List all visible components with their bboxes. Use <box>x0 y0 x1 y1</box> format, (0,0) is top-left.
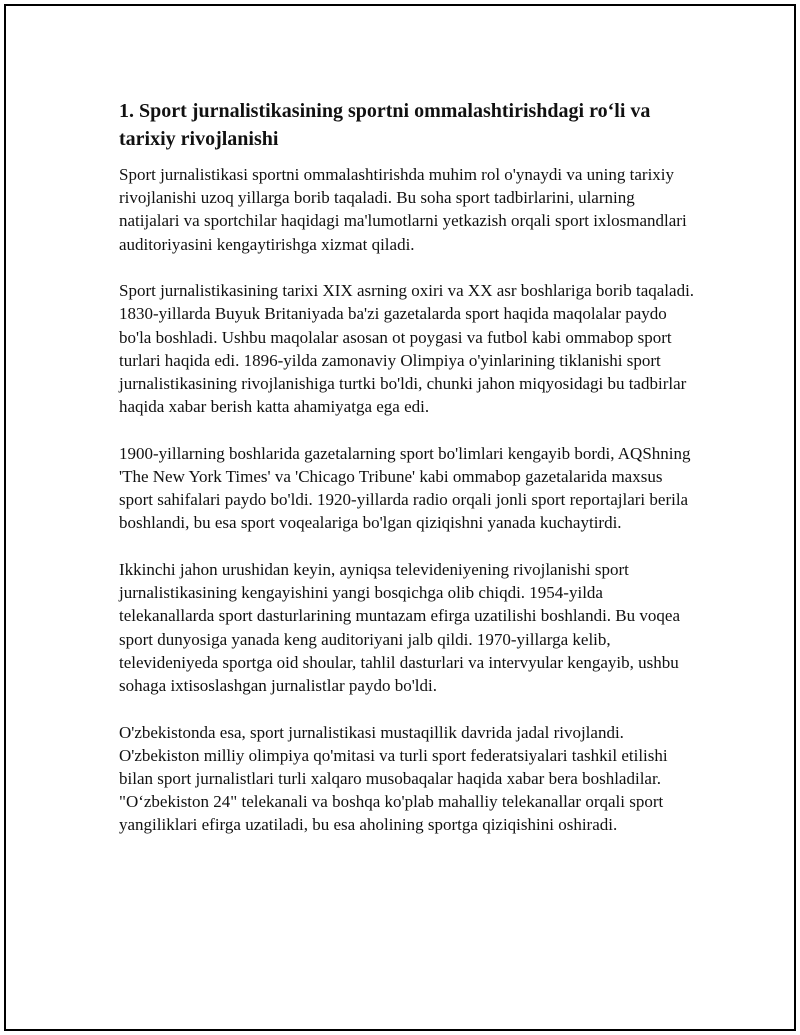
paragraph-early-1900s: 1900-yillarning boshlarida gazetalarning sport bo'limlari kengayib bordi, AQShning 'The New York Times' va 'Chicago Tribune' kabi ommabop gazetalarida maxsus sport sahifalari paydo bo'ldi. 1920-yillarda radio orqali jonli sport reportajlari berila boshlandi, bu esa sport voqealariga bo'lgan qiziqishni yanada kuchaytirdi. <box>119 443 691 533</box>
paragraph-television-era: Ikkinchi jahon urushidan keyin, ayniqsa televideniyening rivojlanishi sport jurnalistikasining kengayishini yangi bosqichga olib chiqdi. 1954-yilda telekanallarda sport dasturlarining muntazam efirga uzatilishi boshlandi. Bu voqea sport dunyosiga yanada keng auditoriyani jalb qildi. 1970-yillarga kelib, televideniyeda sportga oid shoular, tahlil dasturlari va intervyular kengayib, ushbu sohaga ixtisoslashgan jurnalistlar paydo bo'ldi. <box>119 560 680 696</box>
paragraph-uzbekistan: O'zbekistonda esa, sport jurnalistikasi mustaqillik davrida jadal rivojlandi. O'zbekiston milliy olimpiya qo'mitasi va turli sport federatsiyalari tashkil etilishi bilan sport jurnalistlari turli xalqaro musobaqalar haqida xabar bera boshladilar. "O‘zbekiston 24" telekanali va boshqa ko'plab mahalliy telekanallar orqali sport yangiliklari efirga uzatiladi, bu esa aholining sportga qiziqishini oshiradi. <box>119 722 668 835</box>
section-heading: 1. Sport jurnalistikasining sportni ommalashtirishdagi ro‘li va tarixiy rivojlanishi <box>119 100 651 150</box>
document-body <box>119 97 699 860</box>
paragraph-intro: Sport jurnalistikasi sportni ommalashtirishda muhim rol o'ynaydi va uning tarixiy rivojlanishi uzoq yillarga borib taqaladi. Bu soha sport tadbirlarini, ularning natijalari va sportchilar haqidagi ma'lumotlarni yetkazish orqali sport ixlosmandlari auditoriyasini kengaytirishga xizmat qiladi. <box>119 165 687 254</box>
paragraph-history-origins: Sport jurnalistikasining tarixi XIX asrning oxiri va XX asr boshlariga borib taqaladi. 1830-yillarda Buyuk Britaniyada ba'zi gazetalarda sport haqida maqolalar paydo bo'la boshladi. Ushbu maqolalar asosan ot poygasi va futbol kabi ommabop sport turlari haqida edi. 1896-yilda zamonaviy Olimpiya o'yinlarining tiklanishi sport jurnalistikasining rivojlanishiga turtki bo'ldi, chunki jahon miqyosidagi bu tadbirlar haqida xabar berish katta ahamiyatga ega edi. <box>119 281 695 417</box>
page-border <box>4 4 796 1031</box>
